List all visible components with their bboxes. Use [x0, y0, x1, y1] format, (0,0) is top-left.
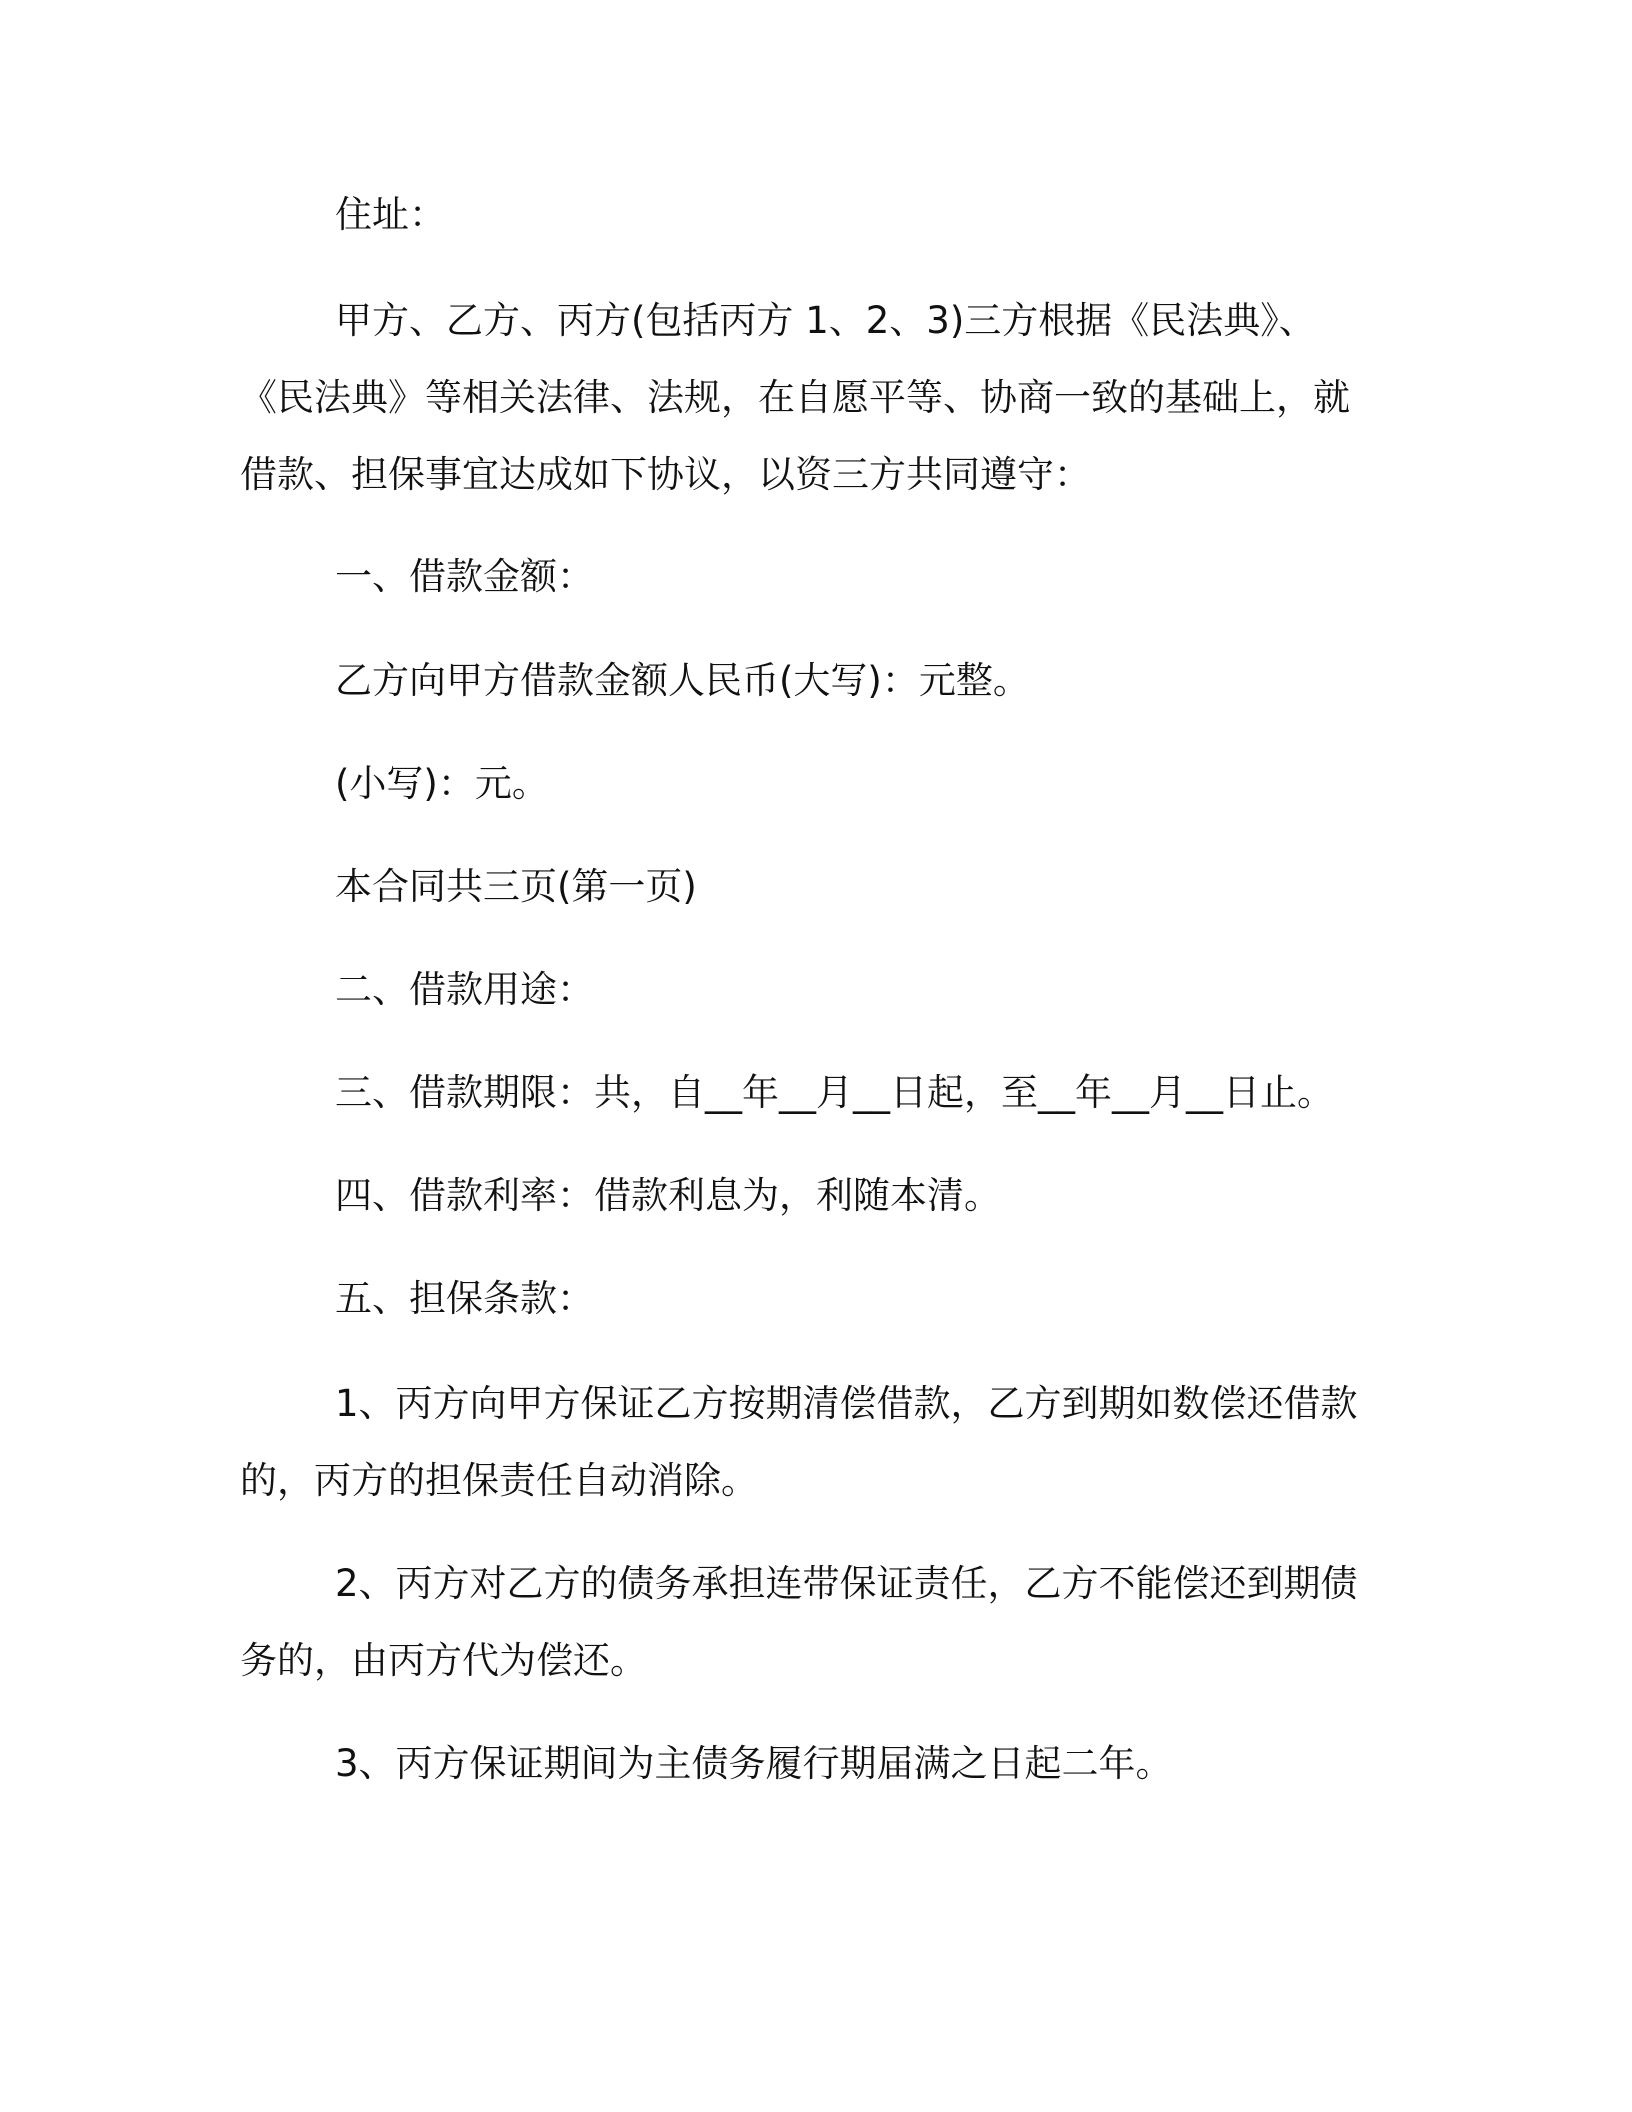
section-4-rate-text: 四、借款利率：借款利息为，利随本清。 [335, 1174, 1001, 1217]
section-1-heading-text: 一、借款金额： [335, 555, 594, 598]
clause-5-1-line-1: 1、丙方向甲方保证乙方按期清偿借款，乙方到期如数偿还借款 [335, 1382, 1358, 1425]
section-5-heading-text: 五、担保条款： [335, 1277, 594, 1320]
clause-5-2 [240, 1545, 1370, 1699]
clause-5-1 [240, 1365, 1370, 1519]
clause-5-3-text: 3、丙方保证期间为主债务履行期届满之日起二年。 [335, 1742, 1173, 1785]
section-5-heading [240, 1260, 1370, 1337]
section-3-term-text: 三、借款期限：共，自__年__月__日起，至__年__月__日止。 [335, 1071, 1334, 1114]
clause-5-2-line-2: 务的，由丙方代为偿还。 [240, 1639, 647, 1682]
preamble-line-3: 借款、担保事宜达成如下协议，以资三方共同遵守： [240, 453, 1091, 496]
clause-5-2-line-1: 2、丙方对乙方的债务承担连带保证责任，乙方不能偿还到期债 [335, 1562, 1358, 1605]
amount-uppercase-line [240, 642, 1370, 719]
clause-5-1-line-2: 的，丙方的担保责任自动消除。 [240, 1459, 758, 1502]
amount-uppercase-text: 乙方向甲方借款金额人民币(大写)：元整。 [335, 659, 1030, 702]
page-note [240, 848, 1370, 925]
clause-5-3 [240, 1725, 1370, 1802]
section-1-heading [240, 538, 1370, 615]
preamble-paragraph [240, 282, 1370, 513]
preamble-line-1: 甲方、乙方、丙方(包括丙方 1、2、3)三方根据《民法典》、 [335, 299, 1316, 342]
address-label: 住址： [335, 193, 446, 236]
amount-lowercase-text: (小写)：元。 [335, 762, 549, 805]
preamble-line-2: 《民法典》等相关法律、法规，在自愿平等、协商一致的基础上，就 [240, 376, 1350, 419]
section-3-term [240, 1054, 1370, 1131]
section-4-rate [240, 1157, 1370, 1234]
amount-lowercase-line [240, 745, 1370, 822]
page-note-text: 本合同共三页(第一页) [335, 865, 697, 908]
section-2-heading [240, 951, 1370, 1028]
section-2-heading-text: 二、借款用途： [335, 968, 594, 1011]
address-line [240, 176, 1370, 253]
